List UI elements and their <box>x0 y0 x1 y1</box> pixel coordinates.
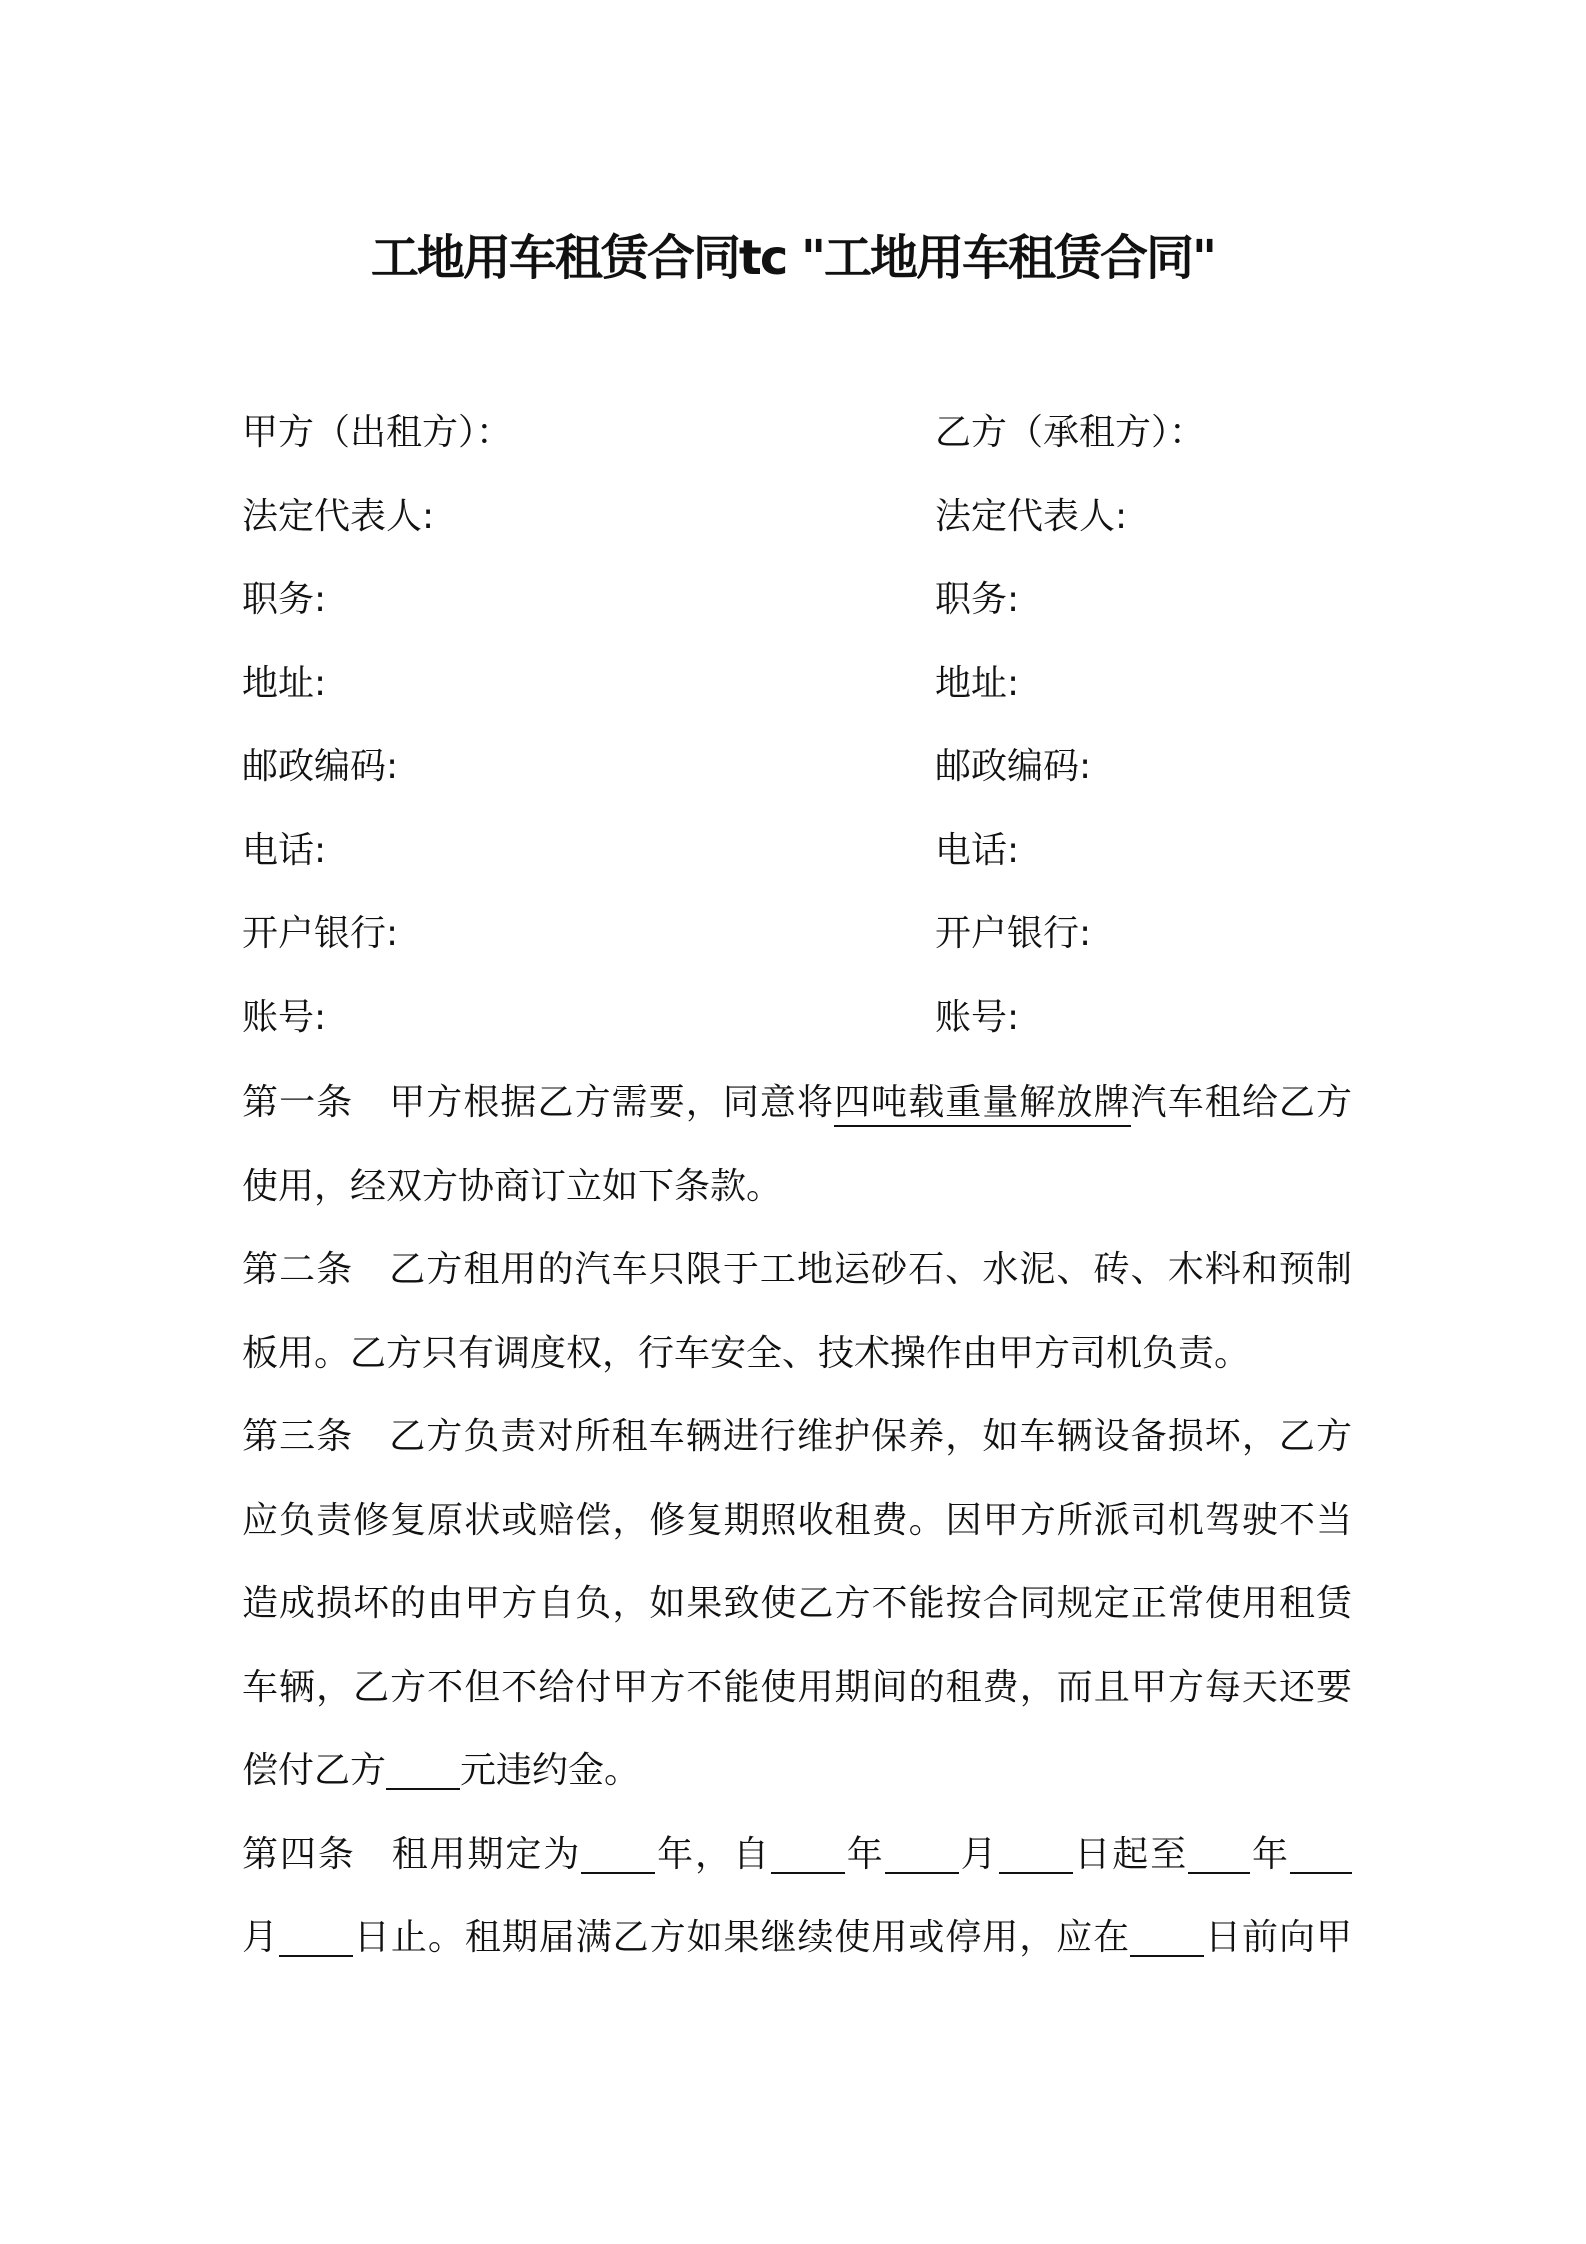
party-a-account: 账号: <box>242 996 327 1038</box>
penalty-amount-blank[interactable] <box>386 1748 460 1790</box>
article-1-text: 甲方根据乙方需要，同意将 <box>389 1082 835 1123</box>
article-2-line <box>242 1329 1352 1413</box>
article-3-text: 车辆，乙方不但不给付甲方不能使用期间的租费，而且甲方每天还要 <box>242 1666 1352 1708</box>
article-3-line <box>242 1746 1352 1830</box>
article-1-text: 汽车租给乙方 <box>1130 1082 1352 1123</box>
party-row <box>242 575 1352 659</box>
article-4-text: 年，自 <box>655 1833 771 1875</box>
vehicle-type-field: 四吨载重量解放牌 <box>834 1082 1131 1127</box>
article-4-text: 年 <box>1250 1833 1290 1875</box>
party-row <box>242 993 1352 1077</box>
article-1-line <box>242 1162 1352 1246</box>
start-day-blank[interactable] <box>999 1832 1073 1874</box>
article-1-text: 使用，经双方协商订立如下条款。 <box>242 1165 783 1207</box>
article-4-text: 年 <box>844 1833 885 1875</box>
party-b-position: 职务: <box>935 579 1020 620</box>
parties-section <box>242 408 1352 1076</box>
article-1-line <box>242 1078 1352 1162</box>
article-3-line <box>242 1579 1352 1663</box>
start-year-blank[interactable] <box>771 1832 845 1874</box>
article-2-text: 板用。乙方只有调度权，行车安全、技术操作由甲方司机负责。 <box>242 1332 1251 1374</box>
party-b-account: 账号: <box>935 996 1020 1038</box>
party-b-phone: 电话: <box>935 829 1020 871</box>
article-3-text: 乙方负责对所租车辆进行维护保养，如车辆设备损坏，乙方 <box>389 1416 1352 1457</box>
party-b-legal-rep: 法定代表人: <box>935 495 1128 537</box>
article-3-text: 偿付乙方 <box>242 1750 387 1791</box>
party-row <box>242 492 1352 576</box>
end-month-blank[interactable] <box>1290 1832 1352 1874</box>
article-2-label: 第二条 <box>242 1249 354 1290</box>
end-day-blank[interactable] <box>279 1915 353 1957</box>
article-4-text: 日起至 <box>1072 1833 1189 1875</box>
party-a-label: 甲方（出租方）： <box>242 412 513 453</box>
article-3-line <box>242 1663 1352 1747</box>
party-row <box>242 742 1352 826</box>
notice-days-blank[interactable] <box>1130 1915 1204 1957</box>
party-row <box>242 826 1352 910</box>
party-a-address: 地址: <box>242 662 327 704</box>
party-b-postcode: 邮政编码: <box>935 746 1092 787</box>
article-3-text: 元违约金。 <box>460 1750 641 1791</box>
article-4-line <box>242 1830 1352 1914</box>
article-4-text: 月 <box>242 1917 279 1958</box>
article-3-text: 应负责修复原状或赔偿，修复期照收租费。因甲方所派司机驾驶不当 <box>242 1499 1352 1541</box>
article-2-line <box>242 1245 1352 1329</box>
party-a-bank: 开户银行: <box>242 913 399 954</box>
article-2-text: 乙方租用的汽车只限于工地运砂石、水泥、砖、木料和预制 <box>389 1249 1352 1290</box>
start-month-blank[interactable] <box>885 1832 959 1874</box>
party-a-postcode: 邮政编码: <box>242 746 399 787</box>
article-3-line <box>242 1496 1352 1580</box>
party-a-phone: 电话: <box>242 829 327 871</box>
article-3-line <box>242 1412 1352 1496</box>
article-1-label: 第一条 <box>242 1082 354 1123</box>
document-title: 工地用车租赁合同tc "工地用车租赁合同" <box>370 230 1216 286</box>
article-3-text: 造成损坏的由甲方自负，如果致使乙方不能按合同规定正常使用租赁 <box>242 1583 1352 1624</box>
article-4-text: 租用期定为 <box>391 1833 582 1875</box>
article-4-text: 月 <box>958 1833 999 1875</box>
party-a-legal-rep: 法定代表人: <box>242 495 435 537</box>
party-row <box>242 909 1352 993</box>
party-b-label: 乙方（承租方）： <box>935 412 1206 453</box>
party-a-position: 职务: <box>242 579 327 620</box>
article-4-label: 第四条 <box>242 1833 356 1875</box>
term-years-blank[interactable] <box>581 1832 655 1874</box>
contract-body <box>242 1078 1352 1997</box>
end-year-blank[interactable] <box>1188 1832 1250 1874</box>
article-4-line <box>242 1913 1352 1997</box>
article-4-text: 日止。租期届满乙方如果继续使用或停用，应在 <box>352 1917 1131 1958</box>
party-row <box>242 659 1352 743</box>
article-3-label: 第三条 <box>242 1416 354 1457</box>
party-b-address: 地址: <box>935 662 1020 704</box>
article-4-text: 日前向甲 <box>1204 1917 1352 1958</box>
party-row <box>242 408 1352 492</box>
party-b-bank: 开户银行: <box>935 913 1092 954</box>
